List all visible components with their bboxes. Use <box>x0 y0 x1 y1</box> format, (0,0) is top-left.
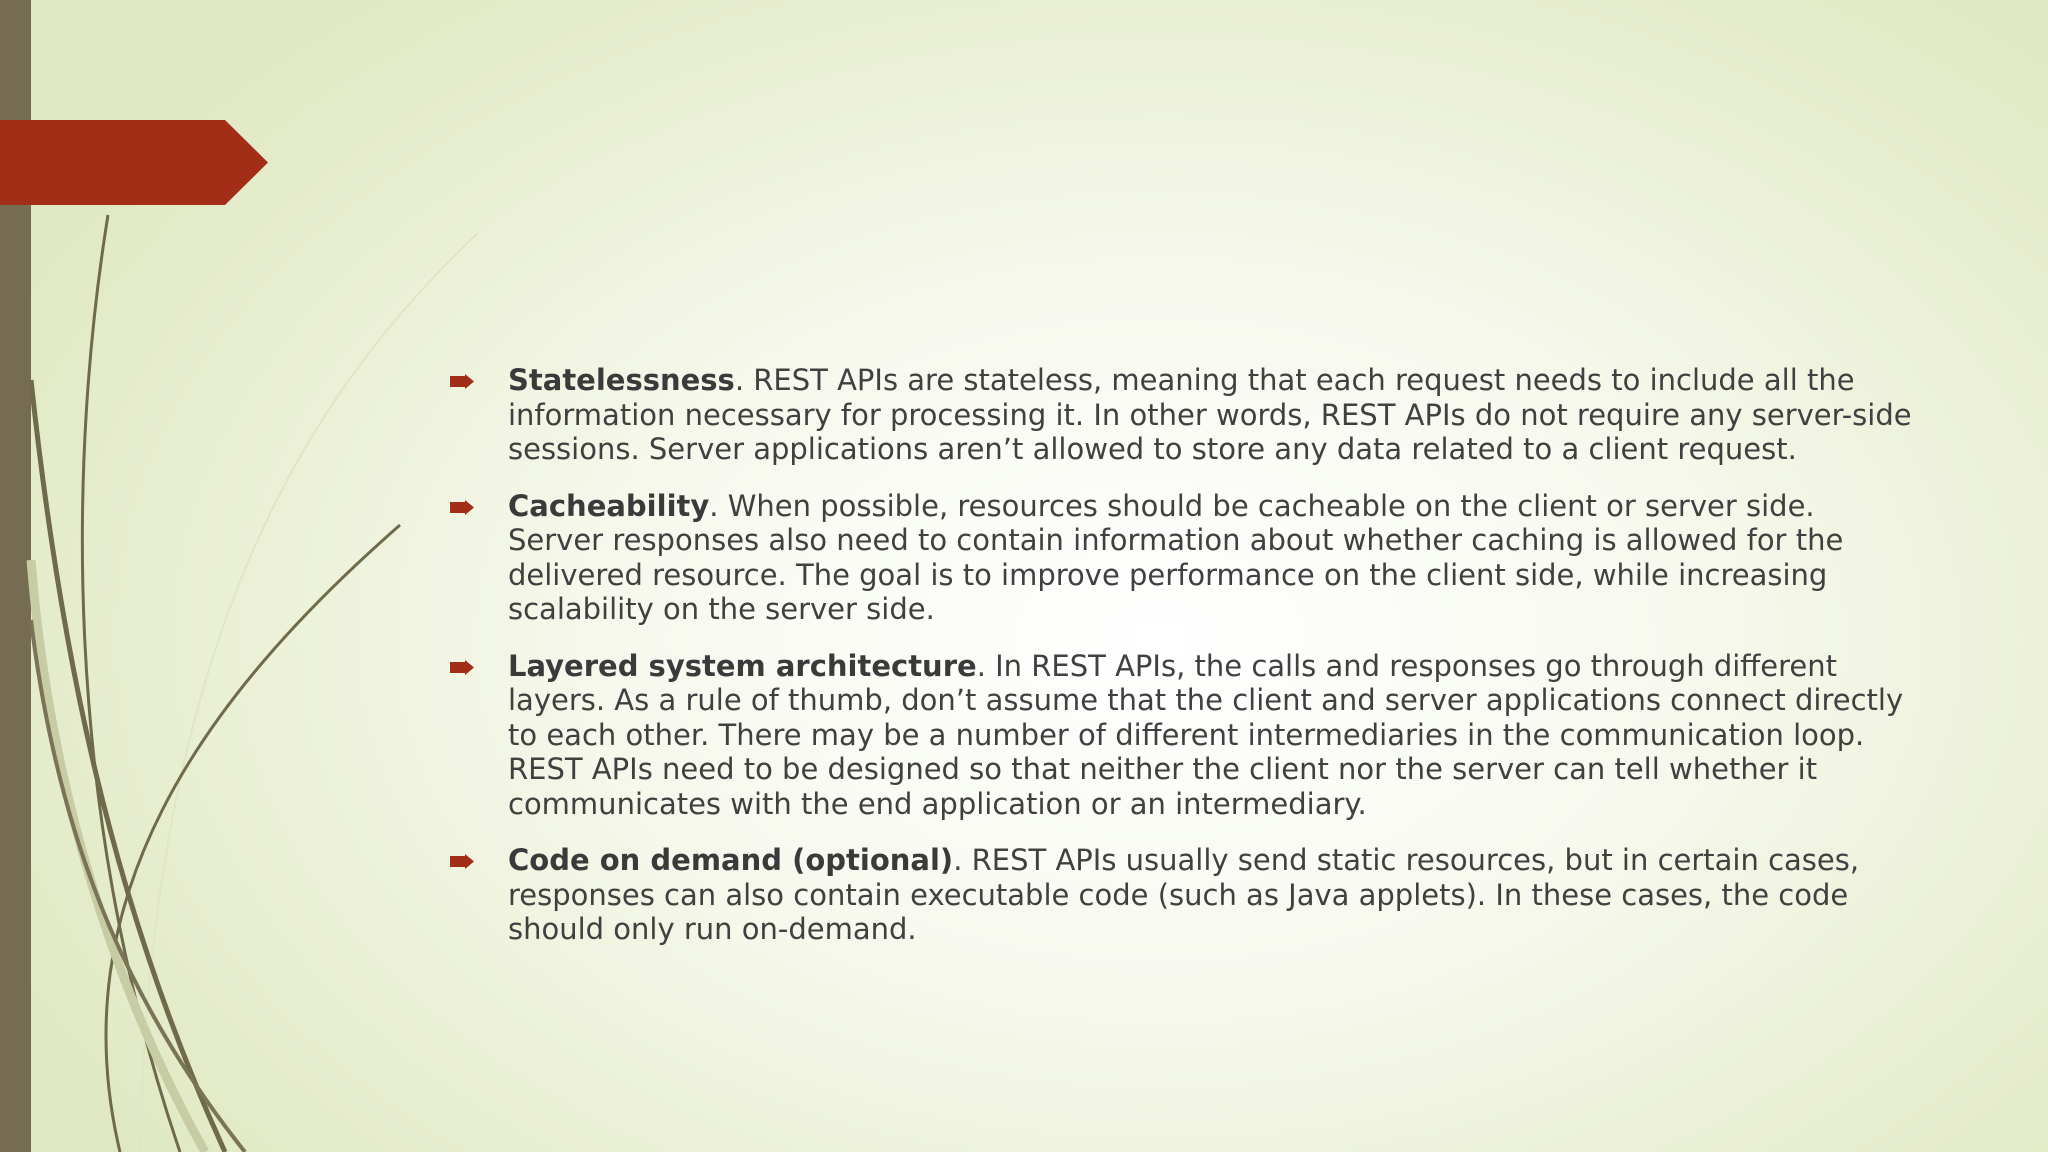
arrow-bullet-icon <box>450 374 474 389</box>
bullet-item-code-on-demand <box>448 843 1918 947</box>
bullet-text: . REST APIs usually send static resources, but in certain cases, responses can also contain executable code (such as Java applets). In these cases, the code should only run on-demand. <box>508 843 1860 946</box>
bullet-text: . In REST APIs, the calls and responses go through different layers. As a rule of thumb, don’t assume that the client and server applications connect directly to each other. There may be a number of different intermediaries in the communication loop. REST APIs need to be designed so that neither the client nor the server can tell whether it communicates with the end application or an intermediary. <box>508 648 1904 821</box>
bullet-list <box>448 363 1918 969</box>
bullet-item-cacheability <box>448 489 1918 627</box>
bullet-term: Code on demand (optional) <box>508 843 954 877</box>
bullet-text: . When possible, resources should be cacheable on the client or server side. Server responses also need to contain information about whether caching is allowed for the delivered resource. The goal is to improve performance on the client side, while increasing scalability on the server side. <box>508 488 1844 626</box>
bullet-term: Statelessness <box>508 363 735 397</box>
arrow-bullet-icon <box>450 854 474 869</box>
arrow-bullet-icon <box>450 500 474 515</box>
bullet-term: Layered system architecture <box>508 648 977 683</box>
bullet-item-layered-system <box>448 649 1918 822</box>
arrow-bullet-icon <box>450 660 474 675</box>
title-arrow-shape <box>0 120 268 205</box>
bullet-term: Cacheability <box>508 488 710 523</box>
bullet-text: . REST APIs are stateless, meaning that each request needs to include all the information necessary for processing it. In other words, REST APIs do not require any server-side sessions. Server applications aren’t allowed to store any data related to a client request. <box>508 363 1912 466</box>
bullet-item-statelessness <box>448 363 1918 467</box>
